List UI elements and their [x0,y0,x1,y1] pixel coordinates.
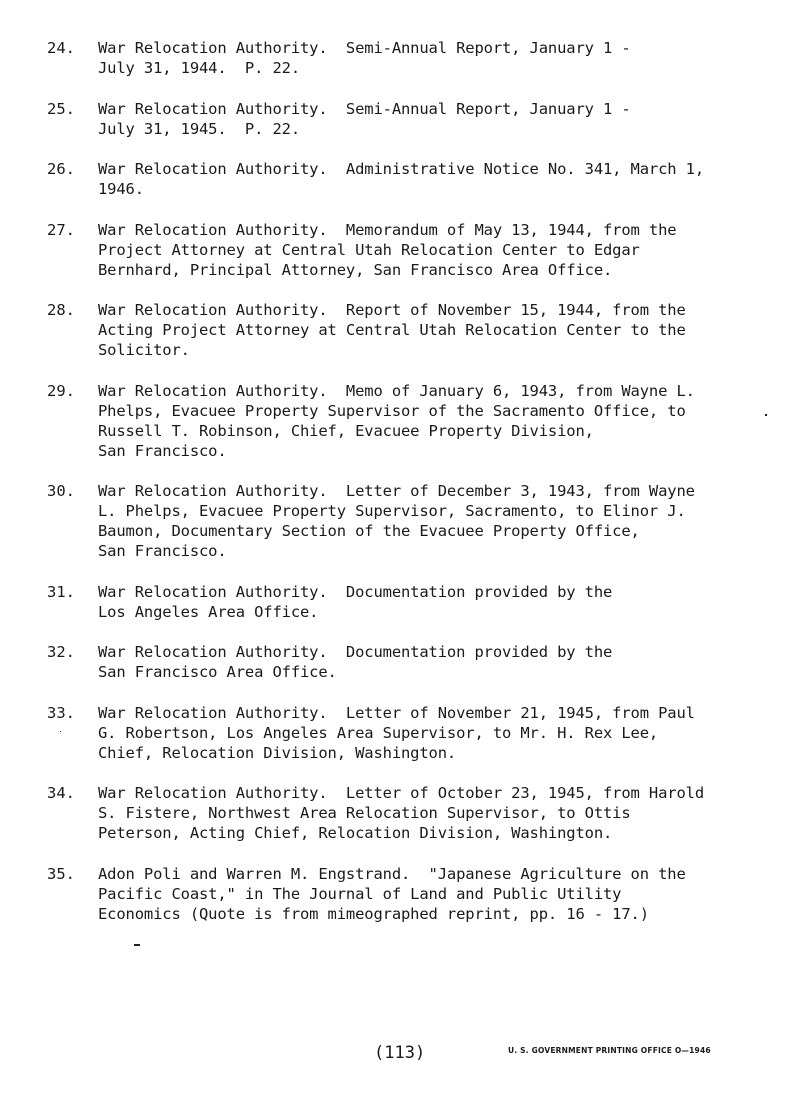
endnote-text: War Relocation Authority. Letter of October 23, 1945, from Harold S. Fistere, Northwest Area Relocation Supervisor, to Ottis Peterson, Acting Chief, Relocation Division, Washington. [98,784,704,842]
endnote-number: 27. [47,220,75,239]
endnote-number: 31. [47,582,75,601]
endnote-text: War Relocation Authority. Memo of January 6, 1943, from Wayne L. Phelps, Evacuee Property Supervisor of the Sacramento Office, to Russell T. Robinson, Chief, Evacuee Property Division, San Francisco. [98,381,695,460]
endnote-text: War Relocation Authority. Documentation provided by the San Francisco Area Office. [98,643,613,681]
endnote-number: 33. [47,703,75,722]
endnote-text: War Relocation Authority. Memorandum of May 13, 1944, from the Project Attorney at Central Utah Relocation Center to Edgar Bernhard, Principal Attorney, San Francisco Area Office. [98,220,677,279]
endnote-number: 30. [47,482,75,500]
endnote-text: War Relocation Authority. Semi-Annual Report, January 1 - July 31, 1945. P. 22. [98,99,631,138]
page-number: (113) [374,1043,426,1063]
endnote-number: 25. [47,99,75,118]
endnote [47,99,767,139]
endnote-number: 29. [47,381,75,400]
endnote [47,220,767,280]
print-speck [60,731,61,732]
endnote [47,582,767,622]
endnote-number: 24. [47,39,75,57]
endnote-text: War Relocation Authority. Semi-Annual Report, January 1 - July 31, 1944. P. 22. [98,39,631,77]
endnote-number: 35. [47,864,75,883]
endnote-text: Adon Poli and Warren M. Engstrand. "Japanese Agriculture on the Pacific Coast," in The Journal of Land and Public Utility Economics (Quote is from mimeographed reprint, pp. 16 - 17.) [98,864,686,923]
endnote [47,481,767,561]
endnote-text: War Relocation Authority. Administrative Notice No. 341, March 1, 1946. [98,160,704,198]
endnote [47,642,767,682]
endnote [47,783,767,843]
endnotes-list [47,38,767,944]
endnote-text: War Relocation Authority. Letter of November 21, 1945, from Paul G. Robertson, Los Angeles Area Supervisor, to Mr. H. Rex Lee, Chief, Relocation Division, Washington. [98,703,695,762]
endnote-number: 32. [47,643,75,661]
endnote [47,864,767,924]
print-speck [134,944,140,946]
endnote-text: War Relocation Authority. Report of November 15, 1944, from the Acting Project Attorney at Central Utah Relocation Center to the Solicitor. [98,301,686,359]
endnote [47,381,767,461]
endnote [47,159,767,199]
print-speck [765,414,767,416]
endnote [47,38,767,78]
endnote [47,703,767,763]
endnote-text: War Relocation Authority. Letter of December 3, 1943, from Wayne L. Phelps, Evacuee Property Supervisor, Sacramento, to Elinor J. Baumon, Documentary Section of the Evacuee Property Office, San Francisco. [98,482,695,560]
endnote-number: 28. [47,301,75,319]
printing-office-imprint: U. S. GOVERNMENT PRINTING OFFICE O—1946 [508,1046,711,1055]
endnote [47,300,767,360]
endnote-text: War Relocation Authority. Documentation provided by the Los Angeles Area Office. [98,582,613,621]
endnote-number: 34. [47,784,75,802]
endnote-number: 26. [47,160,75,178]
